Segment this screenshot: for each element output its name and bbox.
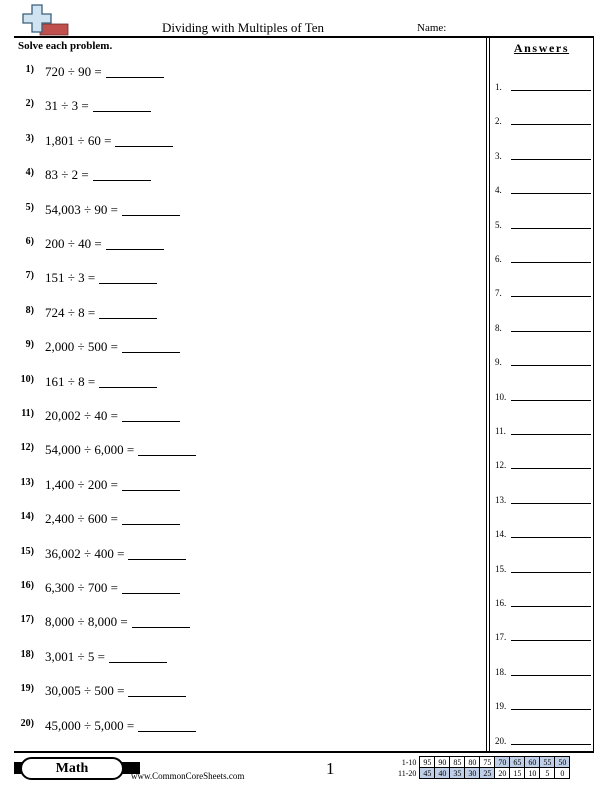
score-cell: 65 (510, 757, 525, 768)
answer-blank[interactable] (122, 421, 180, 422)
answer-row-4 (495, 181, 591, 195)
score-row (396, 768, 570, 779)
problem-number: 18) (20, 648, 34, 660)
problem-text: 200 ÷ 40 = (45, 236, 102, 251)
answer-row-1 (495, 78, 591, 92)
answer-row-3 (495, 147, 591, 161)
score-cell: 95 (420, 757, 435, 768)
answer-blank[interactable] (122, 524, 180, 525)
score-cell: 75 (480, 757, 495, 768)
subject-badge: Math (20, 757, 124, 780)
answer-blank[interactable] (93, 111, 151, 112)
score-cell: 50 (555, 757, 570, 768)
problem-expression (45, 133, 173, 149)
answer-line[interactable] (511, 503, 591, 504)
score-cell: 80 (465, 757, 480, 768)
problem-number: 15) (20, 545, 34, 557)
problem-expression (45, 305, 157, 321)
answer-row-11 (495, 422, 591, 436)
problem-number: 16) (20, 580, 34, 591)
answer-label: 11. (495, 426, 506, 436)
answer-blank[interactable] (115, 146, 173, 147)
problem-number: 7) (25, 270, 34, 282)
problem-expression (45, 374, 157, 390)
problem-expression (45, 64, 164, 80)
header-rule (14, 36, 594, 38)
answer-label: 2. (495, 116, 502, 127)
answer-line[interactable] (511, 675, 591, 676)
problem-text: 6,300 ÷ 700 = (45, 580, 118, 595)
answer-label: 3. (495, 150, 502, 161)
problem-expression (45, 202, 180, 218)
answer-label: 20. (495, 735, 507, 746)
problem-text: 3,001 ÷ 5 = (45, 648, 105, 664)
answer-row-17 (495, 628, 591, 642)
score-row-label: 11-20 (398, 768, 417, 778)
answer-blank[interactable] (109, 662, 167, 663)
answer-row-8 (495, 319, 591, 333)
answer-row-6 (495, 250, 591, 264)
answer-row-20 (495, 732, 591, 746)
score-cell: 35 (450, 768, 465, 779)
answer-blank[interactable] (106, 249, 164, 250)
answer-row-15 (495, 560, 591, 574)
score-cell: 15 (510, 768, 525, 779)
problem-text: 31 ÷ 3 = (45, 98, 89, 114)
answer-blank[interactable] (128, 559, 186, 560)
answer-row-9 (495, 353, 591, 367)
problem-text: 161 ÷ 8 = (45, 373, 96, 389)
score-cell: 70 (495, 757, 510, 768)
answer-row-16 (495, 594, 591, 608)
right-border (593, 36, 594, 752)
score-table (396, 756, 570, 779)
answer-label: 5. (495, 219, 502, 230)
answer-label: 12. (495, 460, 507, 471)
answer-line[interactable] (511, 90, 591, 91)
problem-text: 8,000 ÷ 8,000 = (45, 614, 128, 630)
answer-label: 17. (495, 632, 507, 643)
problem-expression (45, 167, 151, 183)
site-url: www.CommonCoreSheets.com (131, 771, 245, 781)
problem-text: 1,801 ÷ 60 = (45, 132, 112, 148)
answer-label: 1. (495, 82, 502, 92)
problem-number: 12) (20, 442, 34, 454)
score-cell: 20 (495, 768, 510, 779)
problem-expression (45, 270, 157, 286)
score-cell: 0 (555, 768, 570, 779)
answer-line[interactable] (511, 744, 591, 745)
answer-row-14 (495, 525, 591, 539)
score-cell: 85 (450, 757, 465, 768)
problem-number: 8) (25, 304, 34, 316)
problem-number: 20) (20, 717, 34, 729)
answers-title: Answers (513, 41, 570, 55)
problem-number: 5) (25, 201, 34, 213)
answer-label: 13. (495, 494, 507, 505)
score-cell: 55 (540, 757, 555, 768)
problem-number: 3) (25, 132, 34, 144)
worksheet-title: Dividing with Multiples of Ten (161, 20, 325, 35)
problem-text: 724 ÷ 8 = (45, 304, 96, 320)
page-number: 1 (326, 759, 335, 778)
answer-label: 18. (495, 666, 507, 677)
answer-blank[interactable] (99, 318, 157, 319)
problem-text: 36,002 ÷ 400 = (45, 545, 125, 561)
column-divider (489, 36, 490, 752)
answer-label: 6. (495, 254, 502, 264)
answer-line[interactable] (511, 331, 591, 332)
score-row (396, 757, 570, 768)
problem-text: 1,400 ÷ 200 = (45, 476, 118, 492)
score-cell: 90 (435, 757, 450, 768)
answer-label: 9. (495, 357, 502, 368)
answer-blank[interactable] (138, 731, 196, 732)
footer-rule (14, 751, 594, 753)
answer-line[interactable] (511, 262, 591, 263)
problem-text: 2,000 ÷ 500 = (45, 339, 118, 355)
problem-number: 1) (25, 64, 34, 75)
score-cell: 60 (525, 757, 540, 768)
answer-label: 10. (495, 391, 507, 402)
answer-line[interactable] (511, 606, 591, 607)
answer-label: 19. (495, 701, 507, 712)
answer-row-13 (495, 491, 591, 505)
problem-expression (45, 649, 167, 665)
problem-expression (45, 98, 151, 114)
answer-line[interactable] (511, 640, 591, 641)
problem-expression (45, 614, 190, 630)
answer-blank[interactable] (122, 215, 180, 216)
answer-label: 14. (495, 529, 507, 540)
problem-expression (45, 718, 196, 734)
problem-number: 14) (20, 511, 34, 523)
problem-expression (45, 477, 180, 493)
problem-text: 54,003 ÷ 90 = (45, 201, 118, 217)
score-cell: 25 (480, 768, 495, 779)
problem-number: 4) (25, 167, 34, 179)
score-cell: 40 (435, 768, 450, 779)
answer-line[interactable] (511, 365, 591, 366)
answer-line[interactable] (511, 468, 591, 469)
answer-label: 4. (495, 185, 502, 196)
problem-text: 720 ÷ 90 = (45, 64, 102, 79)
answer-blank[interactable] (138, 455, 196, 456)
answer-row-5 (495, 216, 591, 230)
problem-expression (45, 339, 180, 355)
answer-row-2 (495, 112, 591, 126)
problem-expression (45, 546, 186, 562)
problem-number: 6) (25, 236, 34, 247)
answer-row-19 (495, 697, 591, 711)
answer-line[interactable] (511, 159, 591, 160)
answer-blank[interactable] (128, 696, 186, 697)
answer-line[interactable] (511, 228, 591, 229)
problem-expression (45, 683, 186, 699)
score-cell: 10 (525, 768, 540, 779)
answer-line[interactable] (511, 124, 591, 125)
score-cell: 30 (465, 768, 480, 779)
answer-row-18 (495, 663, 591, 677)
problem-text: 20,002 ÷ 40 = (45, 408, 118, 423)
answer-label: 8. (495, 322, 502, 333)
problem-expression (45, 408, 180, 424)
answer-line[interactable] (511, 709, 591, 710)
answer-label: 7. (495, 288, 502, 299)
answer-label: 15. (495, 563, 507, 574)
problem-expression (45, 511, 180, 527)
problem-text: 2,400 ÷ 600 = (45, 511, 118, 527)
score-cell: 45 (420, 768, 435, 779)
score-cell: 5 (540, 768, 555, 779)
answer-line[interactable] (511, 193, 591, 194)
answer-blank[interactable] (122, 352, 180, 353)
answer-line[interactable] (511, 400, 591, 401)
answer-row-10 (495, 388, 591, 402)
answer-line[interactable] (511, 296, 591, 297)
instructions: Solve each problem. (18, 40, 113, 52)
problem-expression (45, 442, 196, 458)
answer-blank[interactable] (106, 77, 164, 78)
problem-number: 17) (20, 614, 34, 626)
problem-text: 30,005 ÷ 500 = (45, 683, 125, 699)
answer-row-12 (495, 456, 591, 470)
answer-blank[interactable] (132, 627, 190, 628)
problem-number: 19) (20, 683, 34, 695)
problem-expression (45, 580, 180, 596)
problem-text: 83 ÷ 2 = (45, 167, 89, 183)
answer-line[interactable] (511, 434, 591, 435)
problem-text: 151 ÷ 3 = (45, 270, 96, 286)
problem-number: 11) (21, 408, 34, 419)
problem-number: 13) (20, 476, 34, 488)
problem-number: 9) (25, 339, 34, 351)
column-divider (486, 36, 487, 752)
name-label: Name: (417, 22, 447, 34)
answer-line[interactable] (511, 572, 591, 573)
answer-blank[interactable] (99, 283, 157, 284)
answer-line[interactable] (511, 537, 591, 538)
problem-text: 45,000 ÷ 5,000 = (45, 717, 135, 733)
score-row-label: 1-10 (401, 757, 417, 767)
answer-blank[interactable] (93, 180, 151, 181)
problem-text: 54,000 ÷ 6,000 = (45, 442, 135, 458)
problem-number: 2) (25, 98, 34, 110)
problem-expression (45, 236, 164, 252)
answer-blank[interactable] (122, 593, 180, 594)
answer-blank[interactable] (99, 387, 157, 388)
problem-number: 10) (20, 373, 34, 385)
answer-label: 16. (495, 598, 507, 608)
answer-blank[interactable] (122, 490, 180, 491)
answer-row-7 (495, 284, 591, 298)
